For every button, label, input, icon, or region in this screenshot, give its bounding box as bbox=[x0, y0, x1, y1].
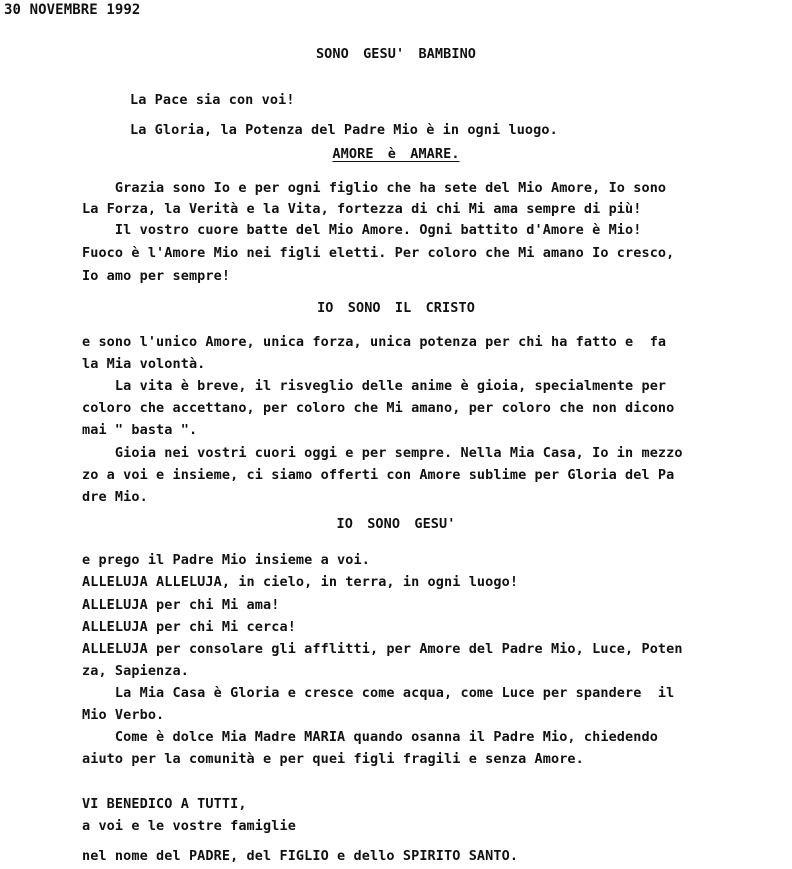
paragraph-line: ALLELUJA per chi Mi ama! bbox=[82, 597, 280, 613]
paragraph-line: Il vostro cuore batte del Mio Amore. Ogni battito d'Amore è Mio! bbox=[82, 222, 642, 238]
paragraph-line: zo a voi e insieme, ci siamo offerti con Amore sublime per Gloria del Pa bbox=[82, 467, 675, 483]
paragraph-line: za, Sapienza. bbox=[82, 663, 189, 679]
document-date: 30 NOVEMBRE 1992 bbox=[4, 2, 141, 18]
intro-glory-line: La Gloria, la Potenza del Padre Mio è in ogni luogo. bbox=[130, 122, 558, 138]
heading-io-sono-il-cristo: IO SONO IL CRISTO bbox=[317, 300, 475, 316]
paragraph-line: mai " basta ". bbox=[82, 422, 198, 438]
paragraph-line: La Mia Casa è Gloria e cresce come acqua, come Luce per spandere il bbox=[82, 685, 675, 701]
document-subtitle: AMORE è AMARE. bbox=[332, 146, 460, 162]
paragraph-line: Grazia sono Io e per ogni figlio che ha sete del Mio Amore, Io sono bbox=[82, 180, 667, 196]
paragraph-line: Mio Verbo. bbox=[82, 707, 165, 723]
paragraph-line: Gioia nei vostri cuori oggi e per sempre. Nella Mia Casa, Io in mezzo bbox=[82, 445, 683, 461]
paragraph-line: La vita è breve, il risveglio delle anime è gioia, specialmente per bbox=[82, 378, 667, 394]
paragraph-line: aiuto per la comunità e per quei figli fragili e senza Amore. bbox=[82, 751, 584, 767]
blessing-line: nel nome del PADRE, del FIGLIO e dello SPIRITO SANTO. bbox=[82, 848, 519, 864]
paragraph-line: ALLELUJA ALLELUJA, in cielo, in terra, in ogni luogo! bbox=[82, 574, 519, 590]
paragraph-line: ALLELUJA per chi Mi cerca! bbox=[82, 619, 296, 635]
paragraph-line: dre Mio. bbox=[82, 489, 148, 505]
blessing-line: VI BENEDICO A TUTTI, bbox=[82, 796, 247, 812]
heading-io-sono-gesu: IO SONO GESU' bbox=[336, 516, 456, 532]
paragraph-line: e prego il Padre Mio insieme a voi. bbox=[82, 552, 370, 568]
paragraph-line: Io amo per sempre! bbox=[82, 268, 231, 284]
document-title: SONO GESU' BAMBINO bbox=[315, 46, 477, 62]
paragraph-line: Fuoco è l'Amore Mio nei figli eletti. Per coloro che Mi amano Io cresco, bbox=[82, 245, 675, 261]
paragraph-line: e sono l'unico Amore, unica forza, unica potenza per chi ha fatto e fa bbox=[82, 334, 667, 350]
paragraph-line: coloro che accettano, per coloro che Mi amano, per coloro che non dicono bbox=[82, 400, 675, 416]
paragraph-line: ALLELUJA per consolare gli afflitti, per Amore del Padre Mio, Luce, Poten bbox=[82, 641, 683, 657]
paragraph-line: La Forza, la Verità e la Vita, fortezza di chi Mi ama sempre di più! bbox=[82, 201, 642, 217]
intro-peace-line: La Pace sia con voi! bbox=[130, 92, 295, 108]
paragraph-line: la Mia volontà. bbox=[82, 356, 206, 372]
paragraph-line: Come è dolce Mia Madre MARIA quando osanna il Padre Mio, chiedendo bbox=[82, 729, 658, 745]
blessing-line: a voi e le vostre famiglie bbox=[82, 818, 296, 834]
